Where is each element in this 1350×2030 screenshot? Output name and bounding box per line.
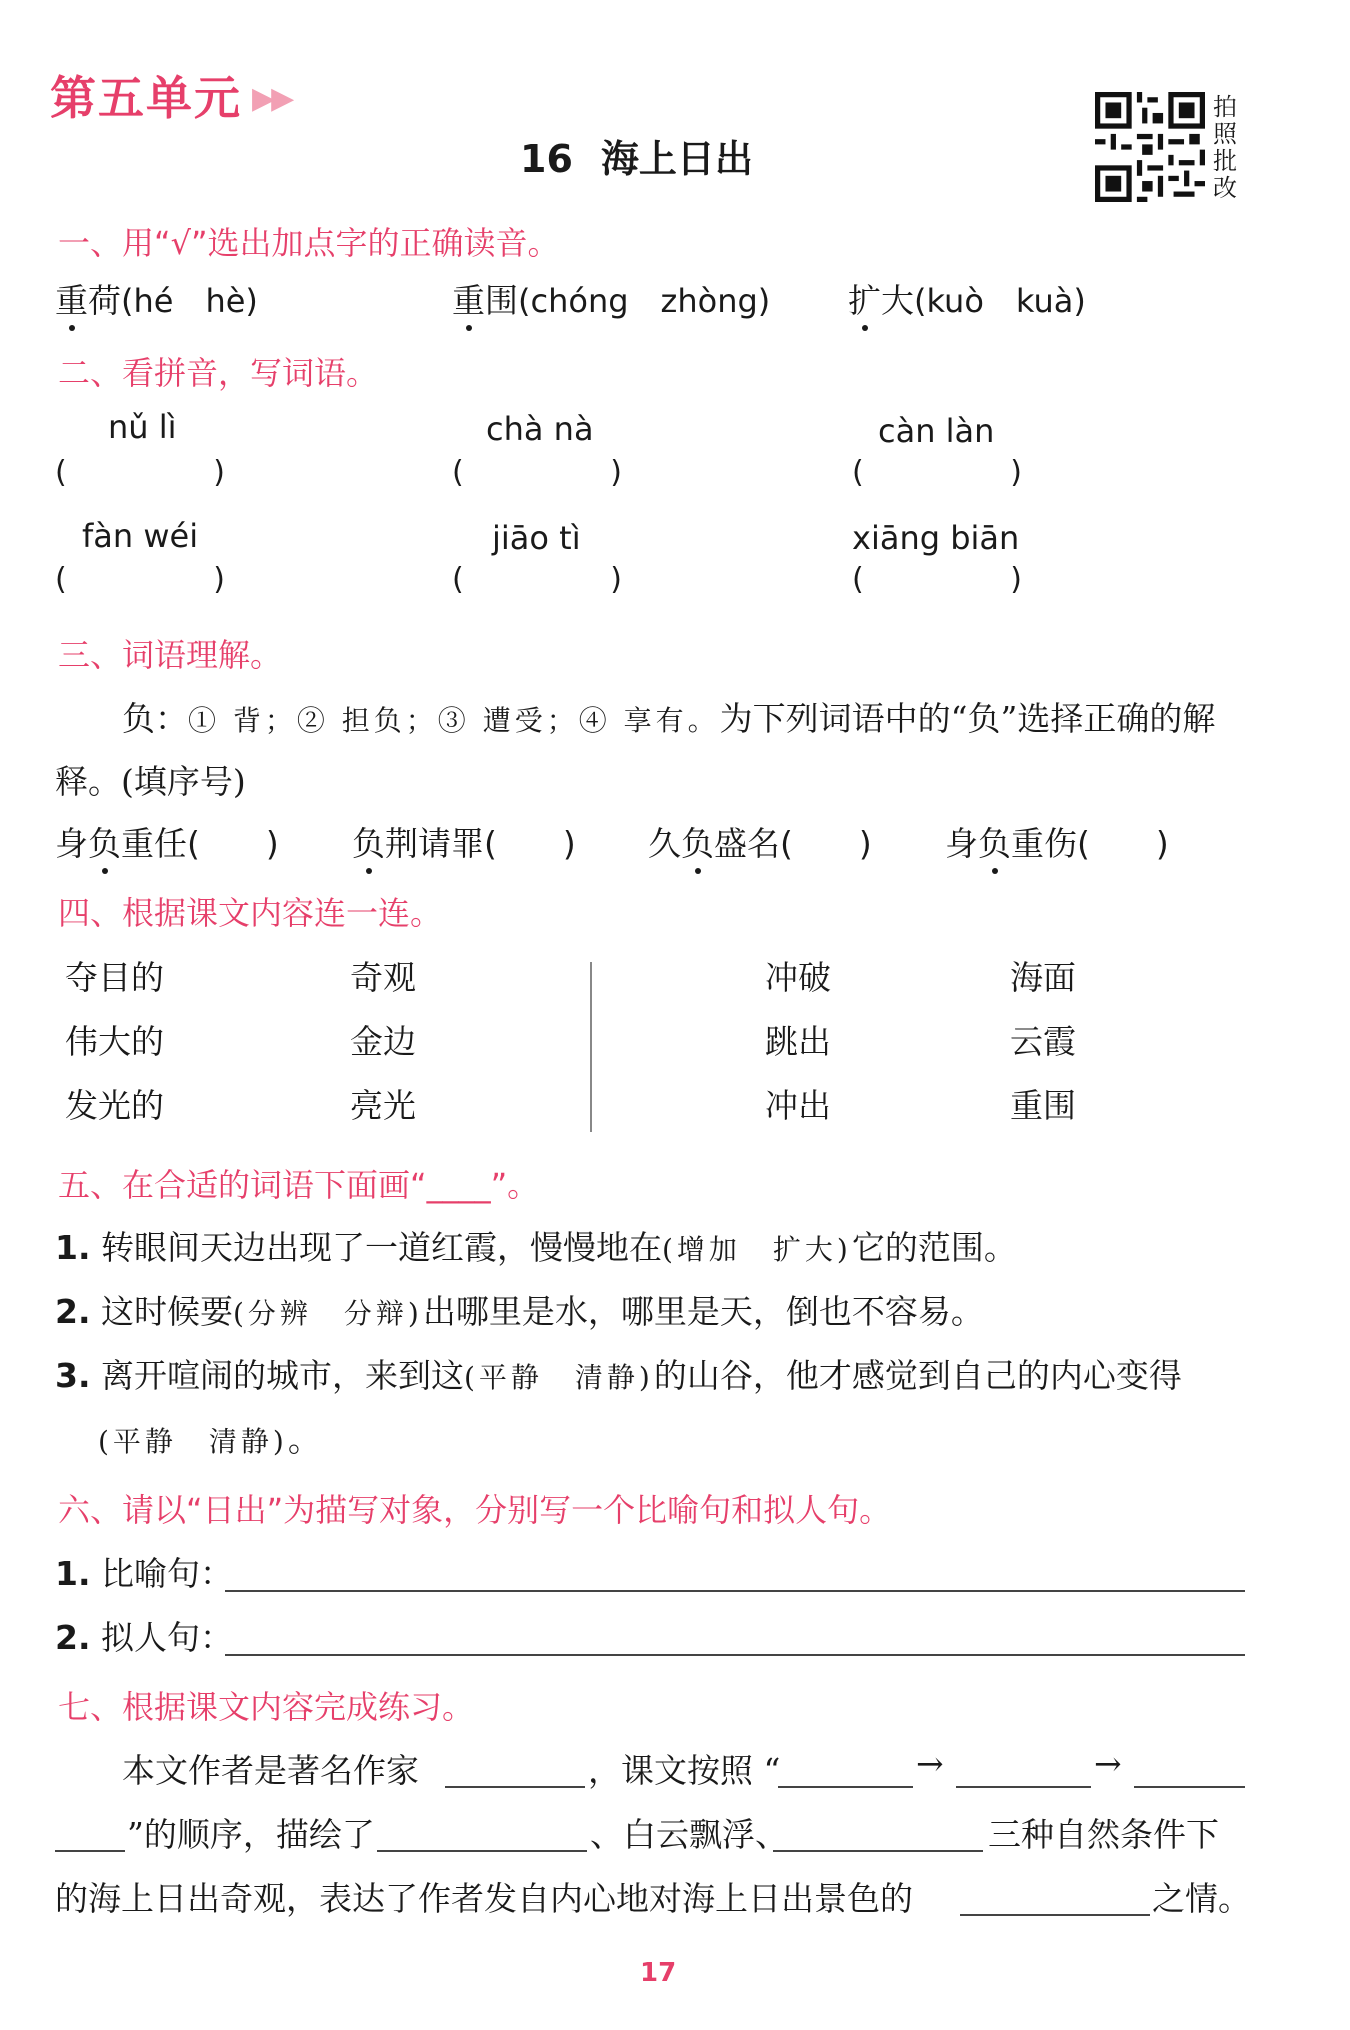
fill-blank[interactable] [55,1850,125,1852]
s1-item-2: 重围(chóng zhòng) [452,275,770,322]
s7-text-2: ，课文按照 “ [588,1751,781,1790]
fill-blank[interactable] [956,1786,1091,1788]
pinyin-3: càn làn [878,412,995,450]
s7-text-5: 三种自然条件下 [988,1815,1219,1854]
match-left-3[interactable]: 发光的 [65,1086,164,1125]
answer-blank[interactable]: ( ) [852,562,1022,597]
s1-item-1: 重荷(hé hè) [55,275,258,322]
unit-arrows-icon: ▶▶ [252,81,291,116]
fill-blank[interactable] [773,1850,983,1852]
s5-question-2: 2. 这时候要(分辨 分辩)出哪里是水，哪里是天，倒也不容易。 [55,1292,984,1331]
match-left-1[interactable]: 夺目的 [65,958,164,997]
arrow-icon: → [1094,1744,1122,1783]
match-right-2[interactable]: 金边 [350,1022,416,1061]
fill-blank[interactable] [1134,1786,1245,1788]
s7-text-4: 、白云飘浮、 [590,1815,788,1854]
s5-question-3: 3. 离开喧闹的城市，来到这(平静 清静)的山谷，他才感觉到自己的内心变得 [55,1356,1182,1395]
personification-answer-line[interactable] [225,1654,1245,1656]
personification-label: 2. 拟人句： [55,1618,233,1657]
match-right-1[interactable]: 海面 [1010,958,1076,997]
section-6-heading: 六、请以“日出”为描写对象，分别写一个比喻句和拟人句。 [58,1491,892,1529]
s3-definition: 负：① 背；② 担负；③ 遭受；④ 享有。为下列词语中的“负”选择正确的解 [122,699,1216,738]
fill-blank[interactable] [960,1914,1150,1916]
pinyin-2: chà nà [486,410,594,448]
s7-text-7: 之情。 [1152,1879,1251,1918]
simile-label: 1. 比喻句： [55,1554,233,1593]
section-5-heading: 五、在合适的词语下面画“____”。 [58,1166,540,1204]
s7-text-3: ”的顺序，描绘了 [127,1815,375,1854]
answer-blank[interactable]: ( ) [55,562,225,597]
s3-item-4[interactable]: 身负重伤( ) [945,818,1169,865]
word-choice[interactable]: (平静 清静) [98,1425,288,1458]
s3-item-3[interactable]: 久负盛名( ) [648,818,872,865]
s3-instruction: 释。(填序号) [55,762,246,801]
lesson-title: 16 海上日出 [520,137,753,181]
answer-blank[interactable]: ( ) [852,455,1022,490]
s1-item-3: 扩大(kuò kuà) [848,275,1086,322]
pinyin-1: nǔ lì [108,408,177,446]
fill-blank[interactable] [778,1786,913,1788]
column-divider [590,962,592,1132]
unit-label: 第五单元 ▶▶ [50,71,291,125]
arrow-icon: → [916,1744,944,1783]
section-1-heading: 一、用“√”选出加点字的正确读音。 [58,224,560,262]
word-choice[interactable]: (平静 清静) [464,1361,654,1394]
fill-blank[interactable] [377,1850,587,1852]
s7-text-1: 本文作者是著名作家 [122,1751,419,1790]
pinyin-6: xiāng biān [852,519,1020,557]
answer-blank[interactable]: ( ) [452,562,622,597]
pinyin-4: fàn wéi [82,517,199,555]
match-right-3[interactable]: 亮光 [350,1086,416,1125]
qr-caption: 拍照批改 [1213,93,1237,202]
section-4-heading: 四、根据课文内容连一连。 [58,894,443,932]
page-number: 17 [640,1958,677,1988]
s3-item-2[interactable]: 负荆请罪( ) [352,818,576,865]
word-choice[interactable]: (增加 扩大) [662,1233,852,1266]
qr-code-icon[interactable] [1095,92,1205,202]
s5-question-1: 1. 转眼间天边出现了一道红霞，慢慢地在(增加 扩大)它的范围。 [55,1228,1017,1267]
match-left-2[interactable]: 跳出 [765,1022,831,1061]
match-left-3[interactable]: 冲出 [765,1086,831,1125]
word-choice[interactable]: (分辨 分辩) [233,1297,423,1330]
s5-question-3-cont: (平静 清静)。 [98,1420,321,1459]
simile-answer-line[interactable] [225,1590,1245,1592]
match-right-3[interactable]: 重围 [1010,1086,1076,1125]
match-right-2[interactable]: 云霞 [1010,1022,1076,1061]
match-right-1[interactable]: 奇观 [350,958,416,997]
section-2-heading: 二、看拼音，写词语。 [58,354,379,392]
answer-blank[interactable]: ( ) [452,455,622,490]
pinyin-5: jiāo tì [492,519,581,557]
fill-blank[interactable] [445,1786,585,1788]
answer-blank[interactable]: ( ) [55,455,225,490]
s7-text-6: 的海上日出奇观，表达了作者发自内心地对海上日出景色的 [55,1879,913,1918]
match-left-1[interactable]: 冲破 [765,958,831,997]
s3-item-1[interactable]: 身负重任( ) [55,818,279,865]
section-7-heading: 七、根据课文内容完成练习。 [58,1688,475,1726]
section-3-heading: 三、词语理解。 [58,636,283,674]
match-left-2[interactable]: 伟大的 [65,1022,164,1061]
